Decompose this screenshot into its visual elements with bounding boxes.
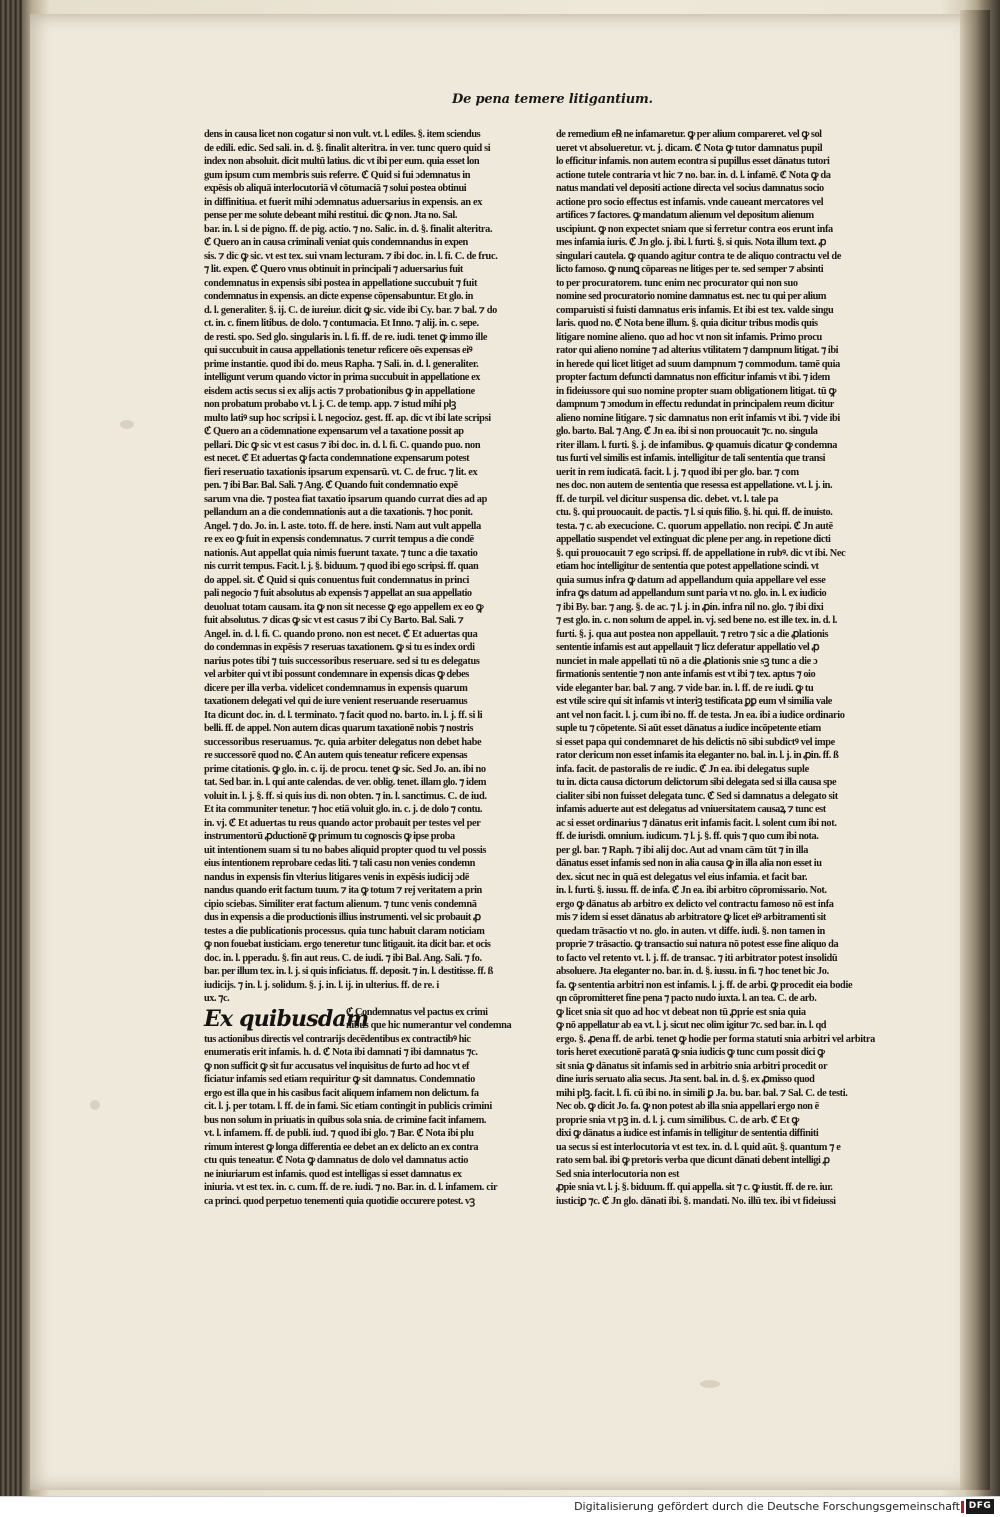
text-line: riter illam. l. furti. §. j. de infamibus. ꝙ quamuis dicatur ꝙ condemna (556, 439, 838, 451)
text-line: dex. sicut nec in quā est delegatus vel eius infamia. et facit bar. (556, 871, 808, 883)
text-line: tat. Sed bar. in. l. qui ante calendas. de ver. oblig. tenet. illam glo. ⁊ idem (204, 777, 487, 788)
text-line: vt. l. infamem. ff. de publi. iud. ⁊ quod ibi glo. ⁊ Bar. ℭ Nota ibi plu (204, 1128, 474, 1139)
text-line: sententie infamis est aut appellauit ⁊ licz deferatur appellatio vel ꝓ (556, 642, 820, 653)
text-line: cialiter sibi non fuisset delegata tunc. ℭ Sed si damnatus a delegato sit (556, 790, 838, 802)
text-line: nis currit tempus. Facit. l. j. §. biduum. ⁊ quod ibi ego scripsi. ff. quan (204, 561, 479, 572)
text-line: prime citationis. ꝙ glo. in. c. ij. de procu. tenet ꝙ sic. Sed Jo. an. ibi no (204, 763, 486, 775)
text-line: tus furti vel similis est infamis. intelligitur de tali sententia que transi (556, 453, 826, 464)
text-line: nes doc. non autem de sententia que resessa est appellatione. vt. l. j. in. (556, 480, 833, 491)
text-line: qn cōpromitteret fine pena ⁊ pacto nudo iuxta. l. an tea. C. de arb. (556, 993, 817, 1004)
text-line: ct. in. c. finem litibus. de dolo. ⁊ contumacia. Et Inno. ⁊ alij. in. c. sepe. (204, 318, 479, 329)
text-line: rato sem bal. ibi ꝙ pretoris verba que dicunt dānati debent intelligi ꝓ (556, 1155, 830, 1166)
text-line: ergo ꝙ dānatus ab arbitro ex delicto vel contractu famoso nō est infa (556, 898, 834, 910)
text-line: eisdem actis secus si ex alijs actis ⁊ probationibus ꝙ in appellatione (204, 385, 475, 397)
text-line: in diffinitiua. et fuerit mihi ɔdemnatus aduersarius in expensis. an ex (204, 196, 483, 208)
text-line: vide eleganter bar. bal. ⁊ ang. ⁊ vide bar. in. l. ff. de re iudi. ꝙ tu (556, 682, 814, 694)
text-line: rator clericum non esset infamis ita eleganter no. bal. in. l. j. in ꝓin. ff. ß (556, 750, 839, 761)
text-line: etiam hoc intelligitur de sententia que potest appellatione scindi. vt (556, 561, 819, 572)
text-line: in herede qui licet litiget ad suum dampnum ⁊ commodum. tamē quia (556, 358, 840, 370)
text-line: ⁊ ibi By. bar. ⁊ ang. §. de ac. ⁊ l. j. in ꝓin. infra nil no. glo. ⁊ ibi dixi (556, 601, 824, 613)
drop-heading-row (204, 1006, 540, 1033)
text-line: intelligunt verum quando victor in prima succubuit in appellatione ex (204, 372, 480, 383)
text-line: Ita dicunt doc. in. d. l. terminato. ⁊ facit quod no. barto. in. l. j. ff. si li (204, 709, 483, 721)
text-line: nandus in expensis fin vlterius litigares venis in expēsis iudicij ɔdē (204, 871, 469, 883)
text-line: actione pro socio effectus est infamis. vnde caueant mercatores vel (556, 196, 824, 208)
text-line: ꝙ non sufficit ꝙ sit fur accusatus vel inquisitus de furto ad hoc vt ef (204, 1060, 469, 1072)
text-line: condemnatus in expensis. an dicte expense cōpensabuntur. Et glo. in (204, 291, 473, 302)
text-line: quia sumus infra ꝙ datum ad appellandum quia appellare vel esse (556, 574, 826, 586)
text-line: glo. barto. Bal. ⁊ Ang. ℭ Jn ea. ibi si non prouocauit ⁊c. no. singula (556, 426, 818, 437)
text-line: dus in expensis a die productionis illius instrumenti. vel sic probauit ꝓ (204, 912, 481, 923)
text-line: mihi plꝫ. facit. l. fi. cū ibi no. in simili ꝑ Ja. bu. bar. bal. ⁊ Sal. C. de testi. (556, 1087, 848, 1099)
text-line: sit snia ꝙ dānatus sit infamis sed in arbitrio snia arbitri procedit or (556, 1060, 828, 1072)
text-line: ne iniuriarum est infamis. quod est intelligas si esset damnatus ex (204, 1168, 462, 1180)
text-line: artifices ⁊ factores. ꝙ mandatum alienum vel depositum alienum (556, 210, 814, 221)
text-line: ant vel non facit. l. j. cum ibi no. ff. de testa. Jn ea. ibi a iudice ordinario (556, 709, 845, 721)
text-line: ff. de turpil. vel dicitur suspensa dic. debet. vt. l. tale pa (556, 493, 779, 505)
text-line: nandus quando erit factum tuum. ⁊ ita ꝙ totum ⁊ rej veritatem a prin (204, 885, 482, 896)
text-line: pellandum an a die condemnationis aut a die taxationis. ⁊ hoc ponit. (204, 507, 473, 518)
drop-heading-text (346, 1006, 540, 1033)
text-line: instrumentorū ꝓductionē ꝙ primum tu cognoscis ꝙ ipse proba (204, 831, 455, 842)
text-line: testa. ⁊ c. ab execucione. C. quorum appellatio. non recipi. ℭ Jn autē (556, 520, 833, 532)
text-line: prime instantie. quod ibi do. meus Rapha. ⁊ Sali. in. d. l. generaliter. (204, 358, 479, 370)
text-line: nationis. Aut appellat quia nimis fuerunt taxate. ⁊ tunc a die taxatio (204, 547, 478, 559)
running-head: De pena temere litigantium. (452, 92, 653, 107)
text-line: proprie snia vt pꝫ in. d. l. j. cum similibus. C. de arb. ℭ Et ꝙ (556, 1114, 799, 1126)
gutter-shadow (960, 10, 990, 1490)
text-line: in. vj. ℭ Et aduertas tu reus quando actor probauit per testes vel per (204, 817, 481, 829)
text-line: de resti. spo. Sed glo. singularis in. l. fi. ff. de re. iudi. tenet ꝙ immo ille (204, 331, 488, 343)
text-line: dixi ꝙ dānatus a iudice est infamis in telligitur de sententia diffiniti (556, 1128, 819, 1139)
text-line: infra ꝙs datum ad appellandum sunt paria vt no. glo. in. l. ex iudicio (556, 588, 827, 599)
paper-stain (120, 420, 134, 429)
text-line: sarum vna die. ⁊ postea fiat taxatio ipsarum quando currat dies ad ap (204, 493, 487, 505)
text-line: uscipiunt. ꝙ non expectet sniam que si ferretur contra eos erunt infa (556, 223, 833, 235)
text-line: deuoluat totam causam. ita ꝙ non sit necesse ꝙ ego appellem ex eo ꝙ (204, 601, 484, 613)
text-line: successoribus reseruamus. ⁊c. quia arbiter delegatus non debet habe (204, 736, 482, 748)
text-line: Angel. in. d. l. fi. C. quando prono. non est necet. ℭ Et aduertas qua (204, 628, 478, 640)
text-line: in. l. furti. §. iussu. ff. de infa. ℭ Jn ea. ibi arbitro cōpromissario. Not. (556, 885, 827, 896)
text-line: pellari. Dic ꝙ sic vt est casus ⁊ ibi doc. in. d. l. fi. C. quando puo. non (204, 439, 481, 451)
text-line: ꝙ nō appellatur ab ea vt. l. j. sicut nec olim igitur ⁊c. sed bar. in. l. qd (556, 1020, 827, 1031)
text-line: re ex eo ꝙ fuit in expensis condemnatus. ⁊ currit tempus a die condē (204, 534, 474, 545)
book-page-edges (0, 0, 22, 1496)
left-column-continuation (204, 1033, 540, 1209)
text-line: Sed snia interlocutoria non est (556, 1168, 680, 1180)
footer-credit: Digitalisierung gefördert durch die Deutsche Forschungsgemeinschaft (574, 1500, 960, 1513)
text-line: singulari cautela. ꝙ quando agitur contra te de aliquo contractu vel de (556, 250, 841, 262)
text-line: bar. in. l. si de pigno. ff. de pig. actio. ⁊ no. Salic. in. d. §. finalit alteritra. (204, 223, 493, 235)
text-line: ux. ⁊c. (204, 993, 230, 1004)
text-line: ca princi. quod perpetuo tenementi quia quotidie occurere potest. vꝫ (204, 1195, 475, 1207)
text-line: licto famoso. ꝙ nunꝗ cōpareas ne litiges per te. sed semper ⁊ absinti (556, 264, 824, 275)
drop-heading: Ex quibusdam (204, 1005, 369, 1032)
text-line: d. l. generaliter. §. ij. C. de iureiur. dicit ꝙ sic. vide ibi Cy. bar. ⁊ bal. ⁊ do (204, 304, 497, 316)
text-line: re successorē quod no. ℭ An autem quis teneatur reficere expensas (204, 750, 468, 761)
text-line: sis. ⁊ dic ꝙ sic. vt est tex. sui vnam lecturam. ⁊ ibi doc. in. l. fi. C. de fruc. (204, 250, 498, 262)
text-line: ficiatur infamis sed etiam requiritur ꝙ sit damnatus. Condemnatio (204, 1074, 475, 1085)
text-line: tu in. dicta causa dictorum delictorum sibi delegata sed si illa causa spe (556, 777, 837, 788)
text-line: expēsis ob aliquā interlocutoriā vł cōtumaciā ⁊ solui postea obtinui (204, 183, 467, 194)
text-line: belli. ff. de appel. Non autem dicas quarum taxationē nobis ⁊ nostris (204, 723, 473, 734)
text-line: laris. quod no. ℭ Nota bene illum. §. quia dicitur tribus modis quis (556, 318, 818, 329)
text-line: multo latiꝰ sup hoc scripsi i. l. negocioz. gest. ff. ap. dic vt ibi late scripsi (204, 412, 491, 424)
text-line: ꝓpie snia vt. l. j. §. biduum. ff. qui appella. sit ⁊ c. ꝙ iustit. ff. de re. iur. (556, 1182, 833, 1193)
dfg-logo: DFG (966, 1499, 994, 1514)
left-column-body (204, 128, 540, 1006)
text-line: qui succubuit in causa appellationis tenetur reficere oēs expensas eiꝰ (204, 345, 473, 356)
text-line: pense per me solute debeant mihi restitui. dic ꝙ non. Jta no. Sal. (204, 210, 457, 221)
text-line: ergo est illa que in his casibus facit aliquem infamem non delictum. fa (204, 1087, 479, 1099)
text-line: ueret vt absolueretur. vt. j. dicam. ℭ Nota ꝙ tutor damnatus pupil (556, 142, 823, 154)
digitization-footer (0, 1496, 1000, 1517)
text-line: voluit in. l. j. §. ff. si quis ius di. non obten. ⁊ in. l. sanctimus. C. de iud. (204, 790, 487, 802)
text-line: rator qui alieno nomine ⁊ ad alterius vtilitatem ⁊ dampnum litigat. ⁊ ibi (556, 345, 839, 356)
logo-accent (961, 1501, 964, 1513)
text-line: alieno nomine litigare. ⁊ sic damnatus non erit infamis vt ibi. ⁊ vide ibi (556, 412, 840, 424)
text-line: propter factum defuncti damnatus non efficitur infamis vt ibi. ⁊ idem (556, 372, 830, 383)
text-line: testes a die publicationis processus. quia tunc habuit claram noticiam (204, 925, 485, 937)
text-line: ergo. §. ꝓena ff. de arbi. tenet ꝙ hodie per forma statuti snia arbitri vel arbitra (556, 1033, 875, 1045)
text-line: infamis aduerte aut est delegatus ad vniuersitatem causaꝝ ⁊ tunc est (556, 804, 826, 815)
text-line: pen. ⁊ ibi Bar. Bal. Sali. ⁊ Ang. ℭ Quando fuit condemnatio expē (204, 480, 458, 491)
text-line: condemnatus in expensis sibi postea in appellatione succubuit ⁊ fuit (204, 277, 478, 289)
text-line: bar. per illum tex. in. l. j. si quis inficiatus. ff. deposit. ⁊ in. l. destitisse. ff. ß (204, 966, 493, 977)
text-line: ꝙ licet snia sit quo ad hoc vt debeat non tū ꝓprie est snia quia (556, 1006, 806, 1018)
right-text-column (556, 128, 898, 1208)
text-line: nibus que hic numerantur vel condemna (346, 1020, 512, 1031)
text-line: quedam trāsactio vt no. glo. in auten. vt diffe. iudi. §. non tamen in (556, 925, 825, 937)
text-line: doc. in. l. pperadu. §. fin aut reus. C. de iudi. ⁊ ibi Bal. Ang. Sali. ⁊ fo. (204, 952, 482, 964)
text-line: fuit absolutus. ⁊ dicas ꝙ sic vt est casus ⁊ ibi Cy Barto. Bal. Sali. ⁊ (204, 615, 464, 626)
text-line: Angel. ⁊ do. Jo. in. l. aste. toto. ff. de here. insti. Nam aut vult appella (204, 520, 481, 532)
text-line: taxationem delegati vel qui de iure venient reseruande reseruamus (204, 696, 468, 707)
text-line: firmationis sententie ⁊ non ante infamis est vt ibi ⁊ tex. aptus ⁊ oio (556, 669, 816, 680)
text-line: §. qui prouocauit ⁊ ego scripsi. ff. de appellatione in rubꝰ. dic vt ibi. Nec (556, 547, 846, 559)
text-line: est necet. ℭ Et aduertas ꝙ facta condemnatione expensarum potest (204, 453, 470, 464)
text-line: toris heret executionē paratā ꝙ snia iudicis ꝙ tunc cum possit dici ꝙ (556, 1047, 825, 1058)
text-line: iusticiꝑ ⁊c. ℭ Jn glo. dānati ibi. §. mandati. No. illū tex. ibi vt fideiussi (556, 1195, 836, 1207)
text-line: do appel. sit. ℭ Quid si quis conuentus fuit condemnatus in princi (204, 574, 469, 586)
text-line: per gl. bar. ⁊ Raph. ⁊ ibi alij doc. Aut ad vnam cām tūt ⁊ in illa (556, 844, 809, 856)
text-line: ctu. §. qui prouocauit. de pactis. ⁊ l. si quis filio. §. hi. qui. ff. de inuisto. (556, 507, 833, 518)
text-line: dānatus esset infamis sed non in alia causa ꝙ in illa alia non esset iu (556, 858, 822, 869)
text-line: pali negocio ⁊ fuit absolutus ab expensis ⁊ appellat an sua appellatio (204, 588, 472, 599)
text-line: uerit in rem iudicatā. facit. l. j. ⁊ quod ibi per glo. bar. ⁊ com (556, 466, 799, 478)
text-line: rimum interest ꝙ longa differentia ee debet an ex delicto an ex contra (204, 1141, 479, 1153)
text-line: furti. §. j. qua aut postea non appellauit. ⁊ retro ⁊ sic a die ꝓlationis (556, 628, 829, 640)
text-line: ℭ Quero an in causa criminali veniat quis condemnandus in expen (204, 237, 468, 248)
text-line: suple tu ⁊ cōpetente. Si aūt esset dānatus a iudice incōpetente etiam (556, 723, 821, 734)
text-line: de edili. edic. Sed sali. in. d. §. finalit alteritra. in ver. tunc quero quid si (204, 142, 491, 154)
text-line: mes infamia iuris. ℭ Jn glo. j. ibi. l. furti. §. si quis. Nota illum text. ꝓ (556, 237, 826, 248)
text-line: bus non solum in priuatis in quibus sola snia. de crimine facit infamem. (204, 1114, 486, 1126)
text-line: vel arbiter qui vt ibi possunt condemnare in expensis dicas ꝙ debes (204, 669, 469, 680)
text-line: ua secus si est interlocutoria vt est tex. in. d. l. quid aūt. §. quantum ⁊ e (556, 1141, 841, 1153)
text-line: appellatio suspendet vel extinguat dic plene per ang. in repetione dicti (556, 534, 831, 545)
paper-stain (700, 1380, 720, 1388)
text-line: dens in causa licet non cogatur si non vult. vt. l. ediles. §. item sciendus (204, 129, 481, 140)
text-line: Et ita communiter tenetur. ⁊ hoc etiā voluit glo. in. c. j. de dolo ⁊ contu. (204, 804, 483, 815)
text-line: cipio sciebas. Similiter erat factum alienum. ⁊ tunc venis condemnā (204, 898, 477, 910)
text-line: ꝙ non fouebat iusticiam. ergo teneretur tunc litigauit. ita dicit bar. et ocis (204, 939, 491, 950)
text-line: eius intentionem reprobare cedas liti. ⁊ tali casu non venies condemn (204, 858, 475, 869)
text-line: absoluere. Jta eleganter no. bar. in. d. §. iussu. in fi. ⁊ hoc tenet bic Jo. (556, 966, 829, 977)
text-line: ℭ Quero an a cōdemnatione expensarum vel a taxatione possit ap (204, 426, 464, 437)
text-line: actione tutele contraria vt hic ⁊ no. bar. in. d. l. infamē. ℭ Nota ꝙ da (556, 169, 831, 181)
text-line: cit. l. j. per totam. l. ff. de in fami. Sic etiam contingit in publicis crimini (204, 1101, 492, 1112)
text-line: tus actionibus directis vel contrarijs decēdentibus ex contractibꝰ hic (204, 1033, 471, 1045)
text-line: si esset papa qui condemnaret de his delictis nō sibi subdictꝰ vel impe (556, 736, 835, 748)
text-line: to per procuratorem. tunc enim nec procurator qui non suo (556, 277, 798, 289)
text-line: ff. de iurisdi. omnium. iudicum. ⁊ l. j. §. ff. quis ⁊ quo cum ibi nota. (556, 831, 819, 842)
text-line: dicere per illa verba. videlicet condemnamus in expensis quarum (204, 682, 468, 694)
text-line: est vtile scire qui sit infamis vt interiꝫ testificata ꝑꝑ eum vł similia vale (556, 696, 832, 707)
text-line: nunciet in male appellati tū nō a die ꝓlationis snie sꝫ tunc a die ɔ (556, 655, 818, 667)
text-line: nomine sed procuratorio nomine damnatus est. nec tu qui per alium (556, 291, 827, 302)
left-text-column (204, 128, 540, 1208)
text-line: fa. ꝙ sententia arbitri non est infamis. l. j. ff. de arbi. ꝙ procedit eia bodie (556, 979, 853, 991)
text-line: de remedium e℞ ne infamaretur. ꝙ per alium compareret. vel ꝙ sol (556, 129, 822, 140)
text-line: index non absoluit. dicit multū latius. dic vt ibi per eum. quia esset lon (204, 156, 480, 167)
text-line: comparuisti si fuisti damnatus eris infamis. Et ibi est tex. valde singu (556, 304, 834, 316)
text-line: do condemnas in expēsis ⁊ reseruas taxationem. ꝙ si tu es index ordi (204, 642, 475, 653)
text-line: uit intentionem suam si tu no babes aliquid propter quod tu vel possis (204, 844, 487, 856)
text-line: gum ipsum cum membris suis referre. ℭ Quid si fui ɔdemnatus in (204, 169, 471, 181)
text-line: dampnum ⁊ ɔmodum in effectu redundat in principalem reum dicitur (556, 399, 834, 410)
text-line: ℭ Condemnatus vel pactus ex crimi (346, 1006, 488, 1018)
paper-stain (90, 1100, 100, 1110)
text-line: ac si esset ordinarius ⁊ dānatus erit infamis facit. l. solent cum ibi not. (556, 817, 837, 829)
text-line: proprie ⁊ trāsactio. ꝙ transactio sui natura nō potest esse fine aliquo da (556, 939, 839, 950)
text-line: lo efficitur infamis. non autem econtra si pupillus esset dānatus tutori (556, 156, 830, 167)
text-line: ctu quis teneatur. ℭ Nota ꝙ damnatus de dolo vel damnatus actio (204, 1155, 469, 1166)
text-line: enumeratis erit infamis. h. d. ℭ Nota ibi damnati ⁊ ibi damnatus ⁊c. (204, 1047, 478, 1058)
text-line: narius potes tibi ⁊ tuis successoribus reseruare. sed si tu es delegatus (204, 655, 480, 667)
text-line: dine iuris seruato alia secus. Jta sent. bal. in. d. §. ex ꝓmisso quod (556, 1074, 815, 1085)
text-line: iudicijs. ⁊ in. l. j. solidum. §. j. in. l. ij. in ulterius. ff. de re. i (204, 979, 439, 991)
text-line: mis ⁊ idem si esset dānatus ab arbitratore ꝙ licet eiꝰ arbitramenti sit (556, 912, 826, 923)
text-line: natus mandati vel depositi actione directa vel socius damnatus socio (556, 183, 824, 194)
text-line: ⁊ lit. expen. ℭ Quero vnus obtinuit in principali ⁊ aduersarius fuit (204, 264, 463, 275)
text-line: fieri reseruatio taxationis ipsarum expensarū. vt. C. de fruc. ⁊ lit. ex (204, 466, 478, 478)
text-line: to facto vel retento vt. l. j. ff. de transac. ⁊ iti arbitrator potest insolidū (556, 952, 838, 964)
text-line: Nec ob. ꝙ dicit Jo. fa. ꝙ non potest ab illa snia appellari ergo non ē (556, 1101, 819, 1112)
text-line: infa. facit. de pastoralis de re iudic. ℭ Jn ea. ibi delegatus suple (556, 763, 809, 775)
text-line: non probatum probabo vt. l. j. C. de temp. app. ⁊ istud mihi plꝫ (204, 399, 456, 410)
text-line: in fideiussore qui suo nomine propter suam obligationem litigat. tū ꝙ (556, 385, 836, 397)
text-line: litigare nomine alieno. quo ad hoc vt non sit infamis. Primo procu (556, 331, 822, 343)
text-line: ⁊ est glo. in. c. non solum de appel. in. vj. sed bene no. est ille tex. in. d. l. (556, 615, 837, 626)
text-line: iniuria. vt est tex. in. c. cum. ff. de re. iudi. ⁊ no. Bar. in. d. l. infamem. cir (204, 1182, 498, 1193)
